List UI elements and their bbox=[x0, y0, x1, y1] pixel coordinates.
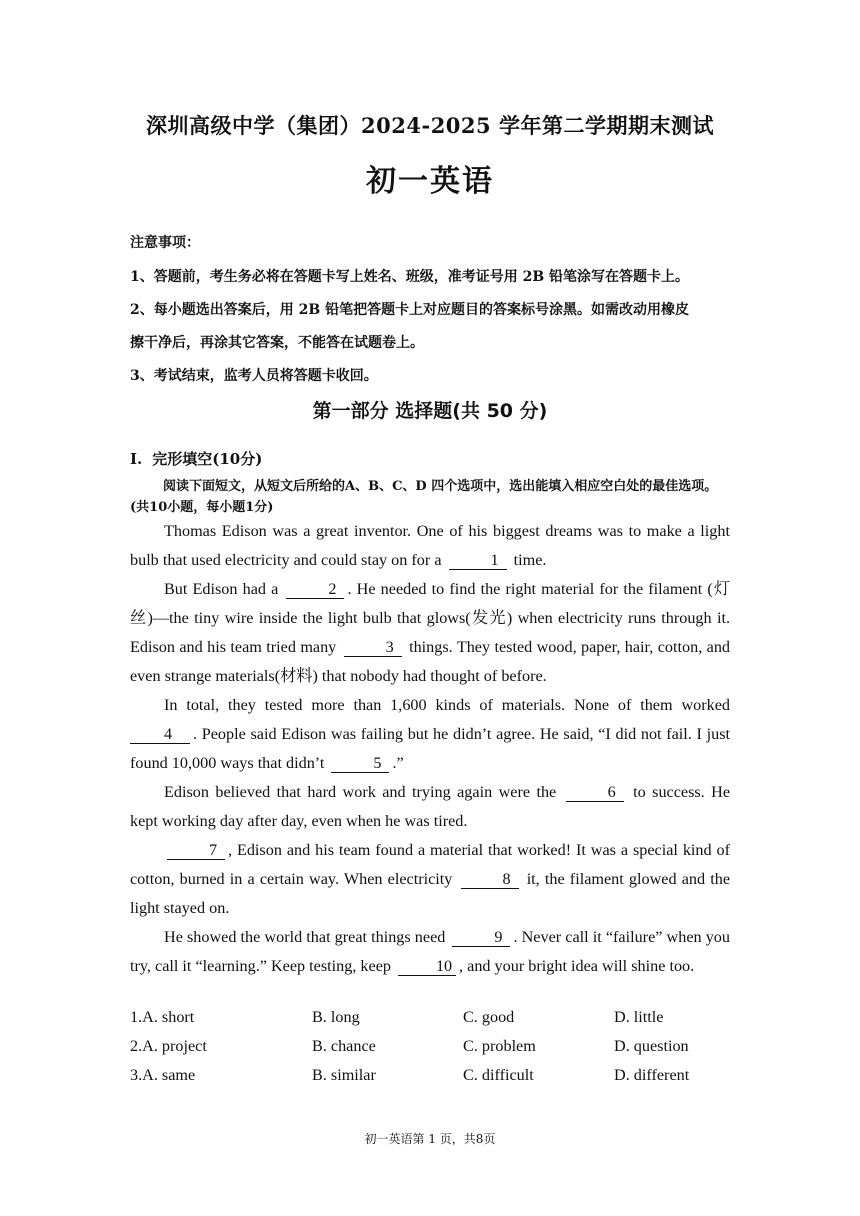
passage-text: . People said Edison was failing but he didn’t agree. He said, “I did not fail. I just found 10,000 ways that didn’t bbox=[130, 725, 730, 772]
option-b: B. similar bbox=[312, 1066, 376, 1084]
part-label: 完形填空(10分) bbox=[152, 450, 263, 468]
blank-9: 9 bbox=[452, 928, 510, 947]
passage-paragraph bbox=[130, 923, 730, 981]
note-item: 1、答题前，考生务必将在答题卡写上姓名、班级，准考证号用 2B 铅笔涂写在答题卡上。 bbox=[130, 269, 690, 285]
passage-text: Edison believed that hard work and trying again were the bbox=[164, 783, 557, 801]
exam-subject: 初一英语 bbox=[366, 164, 494, 199]
blank-5: 5 bbox=[331, 754, 389, 773]
notes-heading: 注意事项： bbox=[130, 235, 200, 251]
blank-8: 8 bbox=[461, 870, 519, 889]
blank-1: 1 bbox=[449, 551, 507, 570]
passage-text: , and your bright idea will shine too. bbox=[459, 957, 695, 975]
note-item: 2、每小题选出答案后，用 2B 铅笔把答题卡上对应题目的答案标号涂黑。如需改动用橡皮 bbox=[130, 302, 690, 318]
option-row bbox=[130, 1066, 730, 1095]
option-b: B. chance bbox=[312, 1037, 376, 1055]
passage-paragraph bbox=[130, 575, 730, 691]
passage-text: Thomas Edison was a great inventor. One of his biggest dreams was to make a light bulb that used electricity and could stay on for a bbox=[130, 522, 730, 569]
blank-2: 2 bbox=[286, 580, 344, 599]
option-a: 1.A. short bbox=[130, 1008, 195, 1026]
blank-4: 4 bbox=[130, 725, 190, 744]
part-instructions: 阅读下面短文，从短文后所给的A、B、C、D 四个选项中，选出能填入相应空白处的最佳选项。(共10小题，每小题1分) bbox=[130, 479, 718, 515]
passage-paragraph bbox=[130, 691, 730, 778]
option-c: C. difficult bbox=[463, 1066, 534, 1084]
cloze-passage bbox=[130, 517, 730, 981]
section-title: 第一部分 选择题(共 50 分) bbox=[312, 400, 548, 422]
note-item: 擦干净后，再涂其它答案，不能答在试题卷上。 bbox=[130, 335, 424, 351]
option-c: C. good bbox=[463, 1008, 515, 1026]
exam-title: 深圳高级中学（集团）2024-2025 学年第二学期期末测试 bbox=[146, 113, 714, 138]
option-row bbox=[130, 1008, 730, 1037]
option-a: 3.A. same bbox=[130, 1066, 196, 1084]
passage-paragraph bbox=[130, 836, 730, 923]
blank-6: 6 bbox=[566, 783, 624, 802]
blank-10: 10 bbox=[398, 957, 456, 976]
passage-text: . He needed to find the right material for the filament (灯丝)—the tiny wire inside the light bulb that glows(发光) when electricity runs through it. Edison and his team tried many bbox=[130, 580, 731, 656]
passage-text: time. bbox=[513, 551, 547, 569]
option-d: D. different bbox=[614, 1066, 690, 1084]
part-heading bbox=[130, 448, 262, 469]
passage-text: He showed the world that great things need bbox=[164, 928, 446, 946]
passage-text: .” bbox=[392, 754, 404, 772]
passage-text: In total, they tested more than 1,600 kinds of materials. None of them worked bbox=[164, 696, 730, 714]
option-c: C. problem bbox=[463, 1037, 536, 1055]
page-footer: 初一英语第 1 页，共8页 bbox=[364, 1132, 496, 1146]
passage-text: But Edison had a bbox=[164, 580, 279, 598]
passage-text: it, the filament glowed and the light stayed on. bbox=[130, 870, 731, 917]
blank-7: 7 bbox=[167, 841, 225, 860]
option-d: D. question bbox=[614, 1037, 689, 1055]
part-number: I. bbox=[130, 450, 143, 468]
option-a: 2.A. project bbox=[130, 1037, 207, 1055]
notes-block bbox=[130, 232, 740, 393]
options-table bbox=[130, 1008, 730, 1095]
passage-text: to success. He kept working day after day, even when he was tired. bbox=[130, 783, 731, 830]
note-item: 3、考试结束，监考人员将答题卡收回。 bbox=[130, 368, 378, 384]
option-d: D. little bbox=[614, 1008, 664, 1026]
option-b: B. long bbox=[312, 1008, 360, 1026]
option-row bbox=[130, 1037, 730, 1066]
blank-3: 3 bbox=[344, 638, 402, 657]
passage-text: . Never call it “failure” when you try, call it “learning.” Keep testing, keep bbox=[130, 928, 730, 975]
passage-paragraph bbox=[130, 778, 730, 836]
passage-text: , Edison and his team found a material that worked! It was a special kind of cotton, burned in a certain way. When electricity bbox=[130, 841, 730, 888]
passage-text: things. They tested wood, paper, hair, cotton, and even strange materials(材料) that nobody had thought of before. bbox=[130, 638, 731, 685]
passage-paragraph bbox=[130, 517, 730, 575]
